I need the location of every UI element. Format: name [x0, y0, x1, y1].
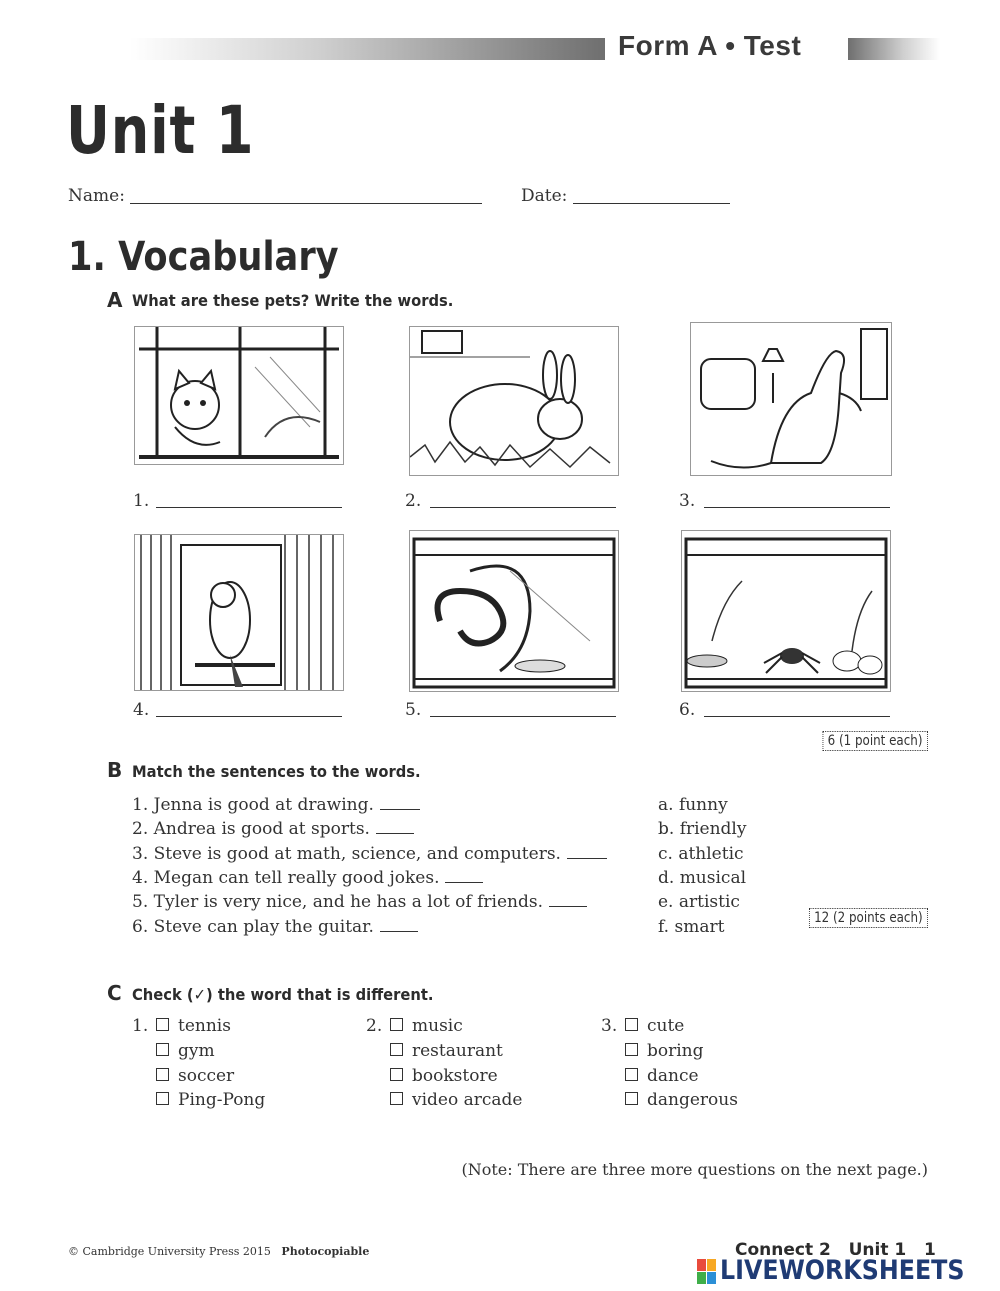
sentence-5: 5. Tyler is very nice, and he has a lot of friends. — [132, 892, 587, 912]
checkbox[interactable] — [156, 1018, 169, 1031]
answer-1-field[interactable] — [156, 507, 342, 508]
form-title: Form A • Test — [618, 30, 802, 61]
sentence-6: 6. Steve can play the guitar. — [132, 917, 418, 937]
word-e: e. artistic — [658, 892, 740, 912]
sentence-3-blank[interactable] — [567, 858, 607, 859]
checkbox[interactable] — [156, 1068, 169, 1081]
header-gradient-bar — [130, 38, 605, 60]
part-a-points: 6 (1 point each) — [823, 731, 928, 751]
answer-6-field[interactable] — [704, 716, 890, 717]
checkbox[interactable] — [390, 1068, 403, 1081]
next-page-note: (Note: There are three more questions on the next page.) — [461, 1160, 928, 1179]
part-b-points: 12 (2 points each) — [809, 908, 928, 928]
part-b-instruction: Match the sentences to the words. — [132, 762, 421, 781]
spider-picture — [681, 530, 891, 692]
checkbox[interactable] — [625, 1018, 638, 1031]
checkbox[interactable] — [390, 1043, 403, 1056]
parrot-picture — [134, 534, 344, 691]
part-c-letter: C — [107, 981, 122, 1005]
word-a: a. funny — [658, 795, 728, 815]
option-video-arcade[interactable]: video arcade — [390, 1090, 522, 1110]
answer-5-number: 5. — [405, 700, 422, 720]
word-c: c. athletic — [658, 844, 744, 864]
sentence-5-blank[interactable] — [549, 906, 587, 907]
answer-6-number: 6. — [679, 700, 696, 720]
part-b-letter: B — [107, 758, 123, 782]
sentence-4-blank[interactable] — [445, 882, 483, 883]
sentence-2: 2. Andrea is good at sports. — [132, 819, 414, 839]
sentence-2-blank[interactable] — [376, 833, 414, 834]
group-3-number: 3. — [601, 1016, 618, 1036]
answer-5-field[interactable] — [430, 716, 616, 717]
checkbox[interactable] — [156, 1092, 169, 1105]
liveworksheets-brand[interactable]: LIVEWORKSHEETS — [720, 1255, 965, 1286]
answer-2-field[interactable] — [430, 507, 616, 508]
group-2-number: 2. — [366, 1016, 383, 1036]
answer-4-field[interactable] — [156, 716, 342, 717]
answer-3-field[interactable] — [704, 507, 890, 508]
checkbox[interactable] — [625, 1043, 638, 1056]
answer-3-number: 3. — [679, 491, 696, 511]
cat-picture — [134, 326, 344, 465]
option-soccer[interactable]: soccer — [156, 1066, 234, 1086]
snake-picture — [409, 530, 619, 692]
option-boring[interactable]: boring — [625, 1041, 704, 1061]
rabbit-picture — [409, 326, 619, 476]
date-label: Date: — [521, 186, 568, 206]
part-a-letter: A — [107, 288, 123, 312]
option-dangerous[interactable]: dangerous — [625, 1090, 738, 1110]
date-field[interactable] — [573, 203, 730, 204]
group-1-number: 1. — [132, 1016, 149, 1036]
copyright: © Cambridge University Press 2015 Photocopiable — [68, 1245, 370, 1258]
word-d: d. musical — [658, 868, 747, 888]
part-c-instruction: Check (✓) the word that is different. — [132, 985, 434, 1004]
section-title: 1. Vocabulary — [68, 234, 339, 280]
checkbox[interactable] — [625, 1092, 638, 1105]
checkbox[interactable] — [390, 1092, 403, 1105]
part-a-instruction: What are these pets? Write the words. — [132, 291, 454, 310]
option-bookstore[interactable]: bookstore — [390, 1066, 498, 1086]
liveworksheets-logo-icon — [697, 1259, 717, 1285]
answer-1-number: 1. — [133, 491, 150, 511]
sentence-4: 4. Megan can tell really good jokes. — [132, 868, 483, 888]
option-tennis[interactable]: tennis — [156, 1016, 231, 1036]
option-music[interactable]: music — [390, 1016, 463, 1036]
dog-picture — [690, 322, 892, 476]
option-gym[interactable]: gym — [156, 1041, 215, 1061]
sentence-6-blank[interactable] — [380, 931, 418, 932]
option-ping-pong[interactable]: Ping-Pong — [156, 1090, 265, 1110]
option-cute[interactable]: cute — [625, 1016, 684, 1036]
checkbox[interactable] — [156, 1043, 169, 1056]
checkbox[interactable] — [390, 1018, 403, 1031]
name-field[interactable] — [130, 203, 482, 204]
option-dance[interactable]: dance — [625, 1066, 699, 1086]
option-restaurant[interactable]: restaurant — [390, 1041, 503, 1061]
sentence-3: 3. Steve is good at math, science, and computers. — [132, 844, 607, 864]
header-gradient-bar-right — [848, 38, 940, 60]
checkbox[interactable] — [625, 1068, 638, 1081]
sentence-1: 1. Jenna is good at drawing. — [132, 795, 420, 815]
sentence-1-blank[interactable] — [380, 809, 420, 810]
word-f: f. smart — [658, 917, 725, 937]
footer-book-info: Connect 2 Unit 1 1 — [735, 1240, 936, 1260]
unit-title: Unit 1 — [66, 92, 255, 169]
answer-4-number: 4. — [133, 700, 150, 720]
answer-2-number: 2. — [405, 491, 422, 511]
name-label: Name: — [68, 186, 125, 206]
word-b: b. friendly — [658, 819, 747, 839]
